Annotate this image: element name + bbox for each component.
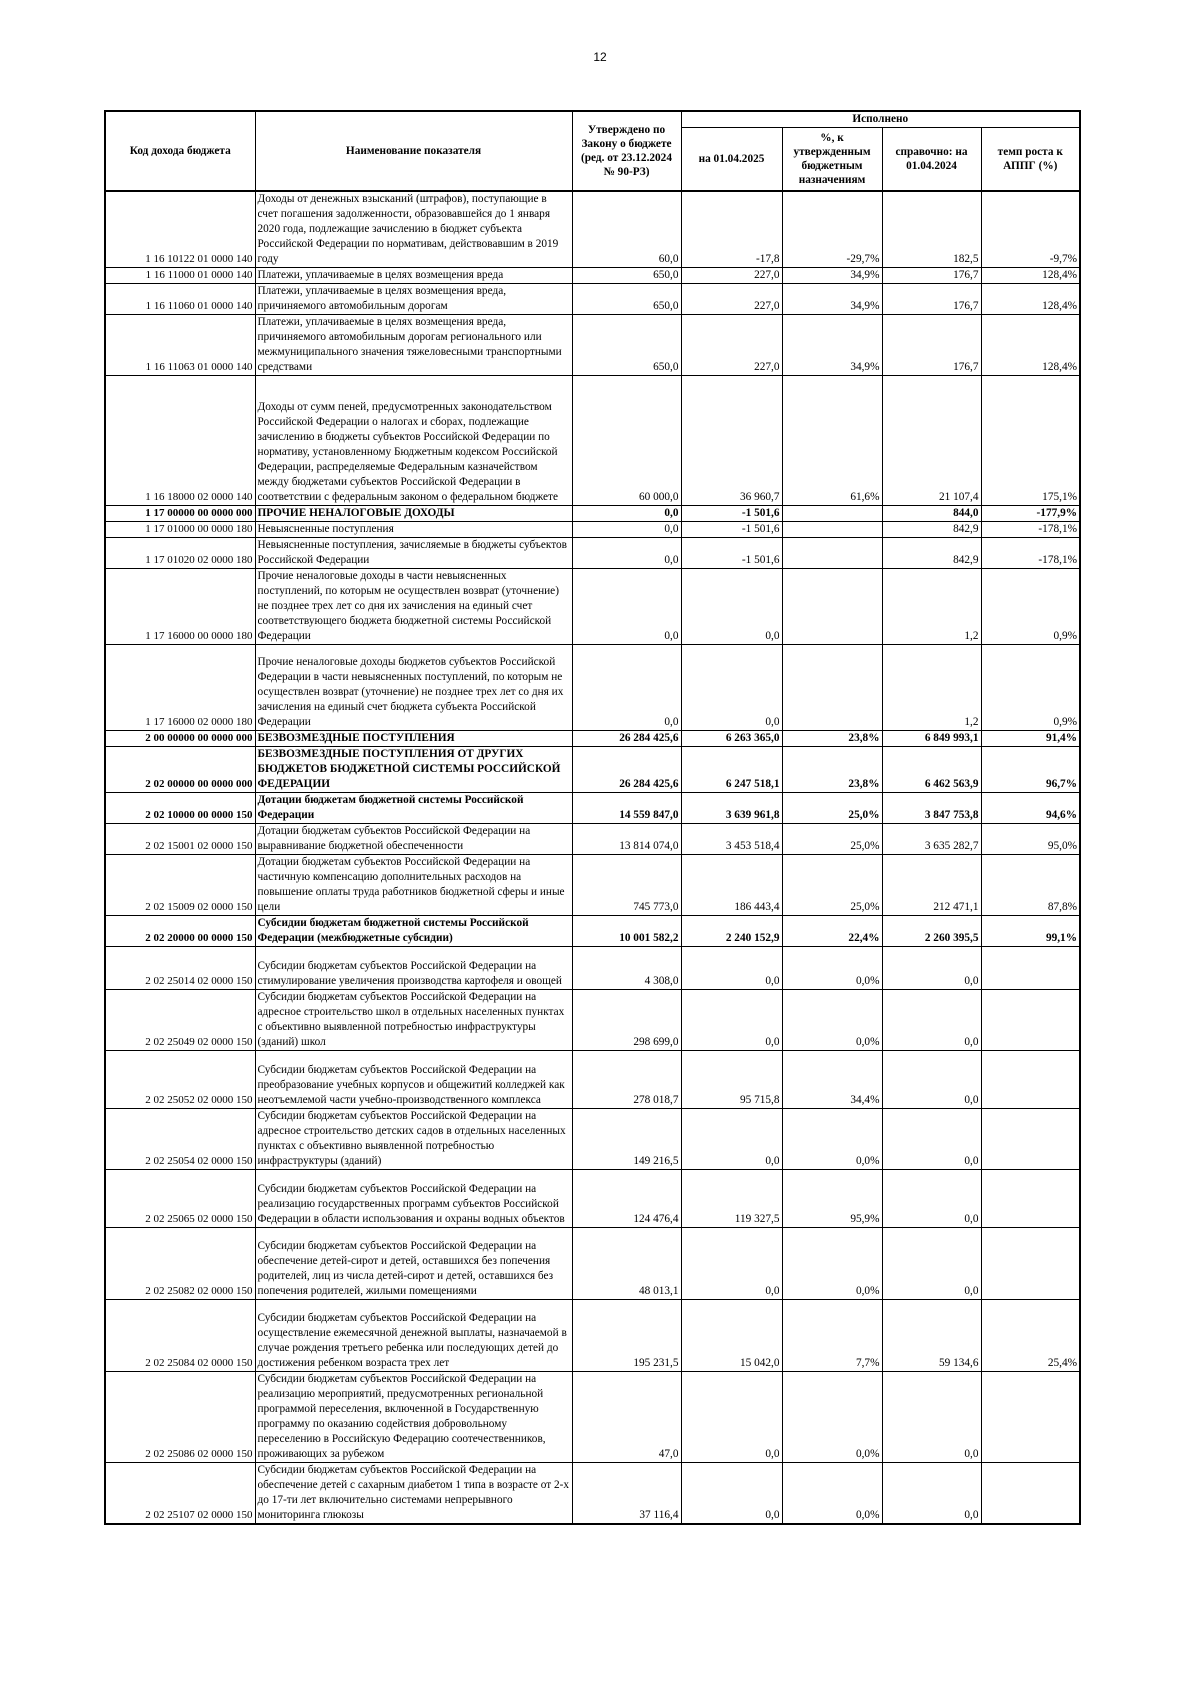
cell-code: 1 17 16000 02 0000 180 — [105, 645, 255, 731]
cell-reference: 0,0 — [882, 1228, 981, 1300]
cell-approved: 13 814 074,0 — [572, 824, 681, 855]
cell-reference: 0,0 — [882, 1463, 981, 1525]
cell-approved: 650,0 — [572, 268, 681, 284]
cell-name: Субсидии бюджетам субъектов Российской Федерации на реализацию мероприятий, предусмотренных региональной программой переселения, включенной в Государственную программу по оказанию содействия добровольному переселению в Российскую Федерацию соотечественников, проживающих за рубежом — [255, 1372, 572, 1463]
header-on-date: на 01.04.2025 — [681, 127, 782, 191]
table-row — [105, 1463, 1080, 1525]
cell-approved: 278 018,7 — [572, 1051, 681, 1109]
page-number: 12 — [593, 50, 607, 64]
cell-growth — [981, 1463, 1080, 1525]
header-approved: Утверждено по Закону о бюджете (ред. от 23.12.2024 № 90-РЗ) — [572, 111, 681, 191]
cell-percent: 34,9% — [782, 268, 882, 284]
cell-percent: 34,4% — [782, 1051, 882, 1109]
cell-executed: 15 042,0 — [681, 1300, 782, 1372]
cell-percent: 25,0% — [782, 824, 882, 855]
cell-growth: 87,8% — [981, 855, 1080, 916]
cell-name: Субсидии бюджетам субъектов Российской Федерации на адресное строительство школ в отдельных населенных пунктах с объективно выявленной потребностью инфраструктуры (зданий) школ — [255, 990, 572, 1051]
cell-growth — [981, 1170, 1080, 1228]
cell-name: Прочие неналоговые доходы бюджетов субъектов Российской Федерации в части невыясненных поступлений, по которым не осуществлен возврат (уточнение) не позднее трех лет со дня их зачисления на единый счет бюджета субъекта Российской Федерации — [255, 645, 572, 731]
cell-growth: 128,4% — [981, 284, 1080, 315]
table-row — [105, 315, 1080, 376]
cell-name: ПРОЧИЕ НЕНАЛОГОВЫЕ ДОХОДЫ — [255, 506, 572, 522]
cell-percent: 23,8% — [782, 747, 882, 793]
cell-percent: 0,0% — [782, 947, 882, 990]
cell-code: 2 02 15009 02 0000 150 — [105, 855, 255, 916]
header-reference: справочно: на 01.04.2024 — [882, 127, 981, 191]
cell-percent: 25,0% — [782, 793, 882, 824]
cell-reference: 0,0 — [882, 990, 981, 1051]
cell-executed: 6 263 365,0 — [681, 731, 782, 747]
cell-code: 2 02 25082 02 0000 150 — [105, 1228, 255, 1300]
cell-growth — [981, 947, 1080, 990]
cell-name: Платежи, уплачиваемые в целях возмещения вреда, причиняемого автомобильным дорогам — [255, 284, 572, 315]
cell-reference: 6 462 563,9 — [882, 747, 981, 793]
cell-growth: 0,9% — [981, 569, 1080, 645]
cell-executed: -1 501,6 — [681, 506, 782, 522]
budget-revenue-table — [104, 110, 1081, 1525]
cell-executed: 3 639 961,8 — [681, 793, 782, 824]
cell-reference: 176,7 — [882, 284, 981, 315]
cell-growth: -9,7% — [981, 191, 1080, 268]
header-growth: темп роста к АППГ (%) — [981, 127, 1080, 191]
cell-percent: 34,9% — [782, 284, 882, 315]
cell-executed: -17,8 — [681, 191, 782, 268]
cell-growth: 99,1% — [981, 916, 1080, 947]
cell-executed: 0,0 — [681, 1372, 782, 1463]
cell-code: 2 02 25086 02 0000 150 — [105, 1372, 255, 1463]
cell-executed: 227,0 — [681, 268, 782, 284]
cell-executed: 0,0 — [681, 1463, 782, 1525]
cell-approved: 650,0 — [572, 315, 681, 376]
cell-name: Субсидии бюджетам субъектов Российской Федерации на преобразование учебных корпусов и общежитий колледжей как неотъемлемой части учебно-производственного комплекса — [255, 1051, 572, 1109]
cell-name: БЕЗВОЗМЕЗДНЫЕ ПОСТУПЛЕНИЯ ОТ ДРУГИХ БЮДЖЕТОВ БЮДЖЕТНОЙ СИСТЕМЫ РОССИЙСКОЙ ФЕДЕРАЦИИ — [255, 747, 572, 793]
cell-approved: 745 773,0 — [572, 855, 681, 916]
cell-approved: 37 116,4 — [572, 1463, 681, 1525]
table-row — [105, 1372, 1080, 1463]
cell-percent — [782, 522, 882, 538]
table-row — [105, 793, 1080, 824]
cell-code: 2 02 00000 00 0000 000 — [105, 747, 255, 793]
cell-name: Дотации бюджетам субъектов Российской Федерации на частичную компенсацию дополнительных расходов на повышение оплаты труда работников бюджетной сферы и иные цели — [255, 855, 572, 916]
cell-growth — [981, 990, 1080, 1051]
cell-code: 1 17 01000 00 0000 180 — [105, 522, 255, 538]
cell-executed: 0,0 — [681, 645, 782, 731]
cell-name: Субсидии бюджетам субъектов Российской Федерации на реализацию государственных программ субъектов Российской Федерации в области использования и охраны водных объектов — [255, 1170, 572, 1228]
cell-approved: 4 308,0 — [572, 947, 681, 990]
cell-percent: 22,4% — [782, 916, 882, 947]
cell-code: 2 02 25107 02 0000 150 — [105, 1463, 255, 1525]
cell-growth — [981, 1051, 1080, 1109]
cell-code: 2 02 25054 02 0000 150 — [105, 1109, 255, 1170]
cell-growth: -178,1% — [981, 538, 1080, 569]
cell-name: Прочие неналоговые доходы в части невыясненных поступлений, по которым не осуществлен возврат (уточнение) не позднее трех лет со дня их зачисления на единый счет соответствующего бюджета бюджетной системы Российской Федерации — [255, 569, 572, 645]
cell-approved: 60,0 — [572, 191, 681, 268]
cell-percent — [782, 569, 882, 645]
table-row — [105, 947, 1080, 990]
table-row — [105, 569, 1080, 645]
cell-percent: 0,0% — [782, 1228, 882, 1300]
cell-percent: 95,9% — [782, 1170, 882, 1228]
cell-approved: 0,0 — [572, 538, 681, 569]
table-row — [105, 990, 1080, 1051]
table-row — [105, 916, 1080, 947]
table-row — [105, 1051, 1080, 1109]
cell-reference: 1,2 — [882, 645, 981, 731]
cell-executed: 36 960,7 — [681, 376, 782, 506]
cell-name: Доходы от сумм пеней, предусмотренных законодательством Российской Федерации о налогах и сборах, подлежащие зачислению в бюджеты субъектов Российской Федерации по нормативу, установленному Бюджетным кодексом Российской Федерации, распределяемые Федеральным казначейством между бюджетами субъектов Российской Федерации в соответствии с федеральным законом о федеральном бюджете — [255, 376, 572, 506]
cell-reference: 182,5 — [882, 191, 981, 268]
cell-approved: 48 013,1 — [572, 1228, 681, 1300]
cell-approved: 195 231,5 — [572, 1300, 681, 1372]
table-row — [105, 1228, 1080, 1300]
cell-reference: 842,9 — [882, 522, 981, 538]
table-row — [105, 747, 1080, 793]
header-code: Код дохода бюджета — [105, 111, 255, 191]
cell-code: 2 02 25049 02 0000 150 — [105, 990, 255, 1051]
table-row — [105, 645, 1080, 731]
cell-code: 1 17 01020 02 0000 180 — [105, 538, 255, 569]
cell-reference: 176,7 — [882, 268, 981, 284]
cell-executed: 95 715,8 — [681, 1051, 782, 1109]
cell-growth: 94,6% — [981, 793, 1080, 824]
cell-approved: 14 559 847,0 — [572, 793, 681, 824]
cell-approved: 650,0 — [572, 284, 681, 315]
cell-code: 1 16 11063 01 0000 140 — [105, 315, 255, 376]
cell-approved: 298 699,0 — [572, 990, 681, 1051]
table-row — [105, 1170, 1080, 1228]
cell-code: 2 02 25084 02 0000 150 — [105, 1300, 255, 1372]
table-row — [105, 855, 1080, 916]
cell-growth: 95,0% — [981, 824, 1080, 855]
cell-reference: 21 107,4 — [882, 376, 981, 506]
cell-growth: 0,9% — [981, 645, 1080, 731]
cell-code: 1 16 11000 01 0000 140 — [105, 268, 255, 284]
cell-name: Субсидии бюджетам субъектов Российской Федерации на обеспечение детей-сирот и детей, оставшихся без попечения родителей, лиц из числа детей-сирот и детей, оставшихся без попечения родителей, жилыми помещениями — [255, 1228, 572, 1300]
cell-name: Невыясненные поступления, зачисляемые в бюджеты субъектов Российской Федерации — [255, 538, 572, 569]
header-percent: %, к утвержденным бюджетным назначениям — [782, 127, 882, 191]
cell-percent: -29,7% — [782, 191, 882, 268]
cell-percent: 0,0% — [782, 1109, 882, 1170]
cell-executed: 2 240 152,9 — [681, 916, 782, 947]
cell-growth: 25,4% — [981, 1300, 1080, 1372]
cell-reference: 3 635 282,7 — [882, 824, 981, 855]
cell-executed: 0,0 — [681, 947, 782, 990]
cell-code: 2 02 15001 02 0000 150 — [105, 824, 255, 855]
cell-approved: 0,0 — [572, 569, 681, 645]
cell-approved: 60 000,0 — [572, 376, 681, 506]
cell-reference: 59 134,6 — [882, 1300, 981, 1372]
cell-growth: 128,4% — [981, 315, 1080, 376]
cell-executed: -1 501,6 — [681, 522, 782, 538]
header-name: Наименование показателя — [255, 111, 572, 191]
cell-executed: 6 247 518,1 — [681, 747, 782, 793]
cell-name: Доходы от денежных взысканий (штрафов), поступающие в счет погашения задолженности, образовавшейся до 1 января 2020 года, подлежащие зачислению в бюджет субъекта Российской Федерации по нормативам, действовавшим в 2019 году — [255, 191, 572, 268]
cell-approved: 124 476,4 — [572, 1170, 681, 1228]
cell-approved: 149 216,5 — [572, 1109, 681, 1170]
cell-executed: -1 501,6 — [681, 538, 782, 569]
cell-reference: 0,0 — [882, 947, 981, 990]
cell-approved: 0,0 — [572, 645, 681, 731]
cell-name: Дотации бюджетам бюджетной системы Российской Федерации — [255, 793, 572, 824]
cell-name: Субсидии бюджетам субъектов Российской Федерации на обеспечение детей с сахарным диабетом 1 типа в возрасте от 2-х до 17-ти лет включительно системами непрерывного мониторинга глюкозы — [255, 1463, 572, 1525]
cell-executed: 227,0 — [681, 315, 782, 376]
table-row — [105, 506, 1080, 522]
cell-approved: 26 284 425,6 — [572, 747, 681, 793]
cell-percent — [782, 538, 882, 569]
cell-reference: 842,9 — [882, 538, 981, 569]
cell-percent: 34,9% — [782, 315, 882, 376]
cell-reference: 3 847 753,8 — [882, 793, 981, 824]
cell-reference: 2 260 395,5 — [882, 916, 981, 947]
cell-code: 2 02 25065 02 0000 150 — [105, 1170, 255, 1228]
cell-executed: 0,0 — [681, 1228, 782, 1300]
cell-reference: 212 471,1 — [882, 855, 981, 916]
cell-percent: 0,0% — [782, 990, 882, 1051]
cell-code: 1 17 00000 00 0000 000 — [105, 506, 255, 522]
cell-name: Невыясненные поступления — [255, 522, 572, 538]
cell-code: 2 02 25052 02 0000 150 — [105, 1051, 255, 1109]
cell-name: Субсидии бюджетам бюджетной системы Российской Федерации (межбюджетные субсидии) — [255, 916, 572, 947]
cell-executed: 186 443,4 — [681, 855, 782, 916]
cell-name: Субсидии бюджетам субъектов Российской Федерации на адресное строительство детских садов в отдельных населенных пунктах с объективно выявленной потребностью инфраструктуры (зданий) — [255, 1109, 572, 1170]
table-body — [105, 191, 1080, 1524]
cell-approved: 26 284 425,6 — [572, 731, 681, 747]
cell-name: Субсидии бюджетам субъектов Российской Федерации на стимулирование увеличения производства картофеля и овощей — [255, 947, 572, 990]
table-row — [105, 824, 1080, 855]
cell-executed: 0,0 — [681, 1109, 782, 1170]
table-row — [105, 1109, 1080, 1170]
cell-growth: -177,9% — [981, 506, 1080, 522]
cell-executed: 0,0 — [681, 990, 782, 1051]
cell-reference: 844,0 — [882, 506, 981, 522]
cell-code: 1 16 18000 02 0000 140 — [105, 376, 255, 506]
cell-reference: 0,0 — [882, 1372, 981, 1463]
cell-executed: 3 453 518,4 — [681, 824, 782, 855]
cell-approved: 10 001 582,2 — [572, 916, 681, 947]
cell-percent: 61,6% — [782, 376, 882, 506]
cell-growth — [981, 1372, 1080, 1463]
cell-percent — [782, 645, 882, 731]
cell-reference: 176,7 — [882, 315, 981, 376]
cell-name: Платежи, уплачиваемые в целях возмещения вреда — [255, 268, 572, 284]
cell-approved: 47,0 — [572, 1372, 681, 1463]
cell-code: 2 02 25014 02 0000 150 — [105, 947, 255, 990]
cell-executed: 0,0 — [681, 569, 782, 645]
header-executed: Исполнено — [681, 111, 1080, 127]
cell-code: 1 16 11060 01 0000 140 — [105, 284, 255, 315]
cell-growth: -178,1% — [981, 522, 1080, 538]
table-row — [105, 284, 1080, 315]
cell-name: Дотации бюджетам субъектов Российской Федерации на выравнивание бюджетной обеспеченности — [255, 824, 572, 855]
cell-code: 2 00 00000 00 0000 000 — [105, 731, 255, 747]
cell-growth — [981, 1228, 1080, 1300]
cell-executed: 227,0 — [681, 284, 782, 315]
cell-percent: 7,7% — [782, 1300, 882, 1372]
cell-percent: 23,8% — [782, 731, 882, 747]
cell-approved: 0,0 — [572, 522, 681, 538]
cell-code: 1 17 16000 00 0000 180 — [105, 569, 255, 645]
cell-percent — [782, 506, 882, 522]
cell-reference: 6 849 993,1 — [882, 731, 981, 747]
cell-growth: 91,4% — [981, 731, 1080, 747]
cell-growth: 96,7% — [981, 747, 1080, 793]
table-row — [105, 522, 1080, 538]
cell-code: 2 02 10000 00 0000 150 — [105, 793, 255, 824]
cell-growth: 175,1% — [981, 376, 1080, 506]
cell-name: Субсидии бюджетам субъектов Российской Федерации на осуществление ежемесячной денежной выплаты, назначаемой в случае рождения третьего ребенка или последующих детей до достижения ребенком возраста трех лет — [255, 1300, 572, 1372]
table-row — [105, 191, 1080, 268]
table-row — [105, 538, 1080, 569]
cell-percent: 25,0% — [782, 855, 882, 916]
table-row — [105, 1300, 1080, 1372]
cell-percent: 0,0% — [782, 1463, 882, 1525]
cell-executed: 119 327,5 — [681, 1170, 782, 1228]
table-row — [105, 376, 1080, 506]
cell-reference: 0,0 — [882, 1109, 981, 1170]
cell-code: 2 02 20000 00 0000 150 — [105, 916, 255, 947]
cell-name: БЕЗВОЗМЕЗДНЫЕ ПОСТУПЛЕНИЯ — [255, 731, 572, 747]
cell-growth — [981, 1109, 1080, 1170]
cell-code: 1 16 10122 01 0000 140 — [105, 191, 255, 268]
table-row — [105, 731, 1080, 747]
cell-reference: 0,0 — [882, 1051, 981, 1109]
cell-growth: 128,4% — [981, 268, 1080, 284]
cell-name: Платежи, уплачиваемые в целях возмещения вреда, причиняемого автомобильным дорогам регионального или межмуниципального значения тяжеловесными транспортными средствами — [255, 315, 572, 376]
cell-percent: 0,0% — [782, 1372, 882, 1463]
table-row — [105, 268, 1080, 284]
cell-reference: 0,0 — [882, 1170, 981, 1228]
cell-reference: 1,2 — [882, 569, 981, 645]
cell-approved: 0,0 — [572, 506, 681, 522]
